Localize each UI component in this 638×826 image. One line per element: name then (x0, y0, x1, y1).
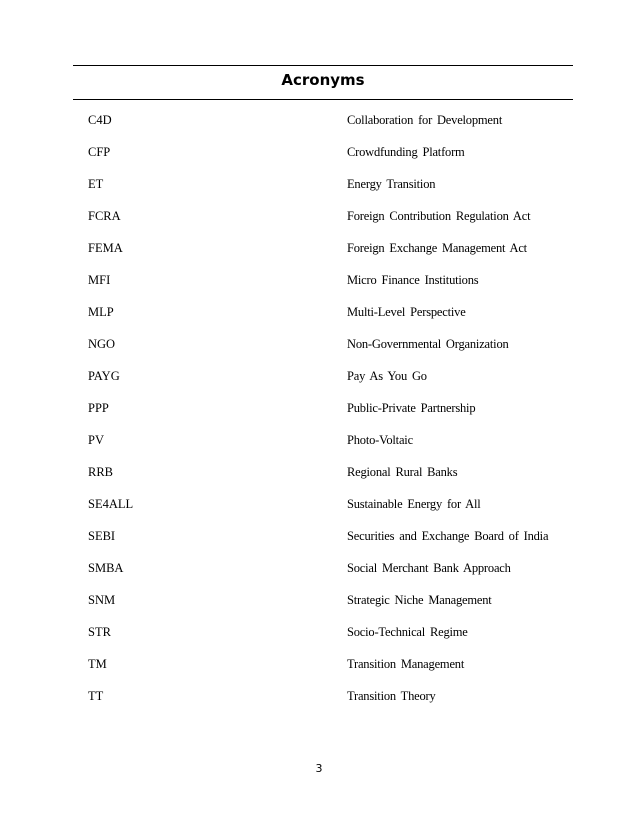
acronym-row (0, 143, 638, 175)
acronym-definition: Transition Management (347, 657, 465, 671)
title-top-rule (73, 65, 573, 66)
acronym-definition: Crowdfunding Platform (347, 145, 465, 159)
acronym-definition: Socio-Technical Regime (347, 625, 468, 639)
acronym-row (0, 207, 638, 239)
acronym-row (0, 111, 638, 143)
acronym-definition: Pay As You Go (347, 369, 427, 383)
acronym-term: ET (88, 177, 104, 191)
acronym-row (0, 175, 638, 207)
acronym-definition: Strategic Niche Management (347, 593, 492, 607)
acronym-row (0, 271, 638, 303)
acronym-term: C4D (88, 113, 112, 127)
acronym-row (0, 399, 638, 431)
acronym-row (0, 687, 638, 719)
acronym-definition: Securities and Exchange Board of India (347, 529, 549, 543)
acronym-term: FEMA (88, 241, 123, 255)
acronym-term: STR (88, 625, 111, 639)
acronym-term: PAYG (88, 369, 120, 383)
acronym-row (0, 623, 638, 655)
acronym-row (0, 495, 638, 527)
acronym-term: MFI (88, 273, 111, 287)
acronym-term: SEBI (88, 529, 116, 543)
acronym-definition: Non-Governmental Organization (347, 337, 509, 351)
acronym-term: TM (88, 657, 107, 671)
acronym-definition: Collaboration for Development (347, 113, 503, 127)
acronym-definition: Photo-Voltaic (347, 433, 413, 447)
acronym-row (0, 655, 638, 687)
acronym-row (0, 591, 638, 623)
acronym-row (0, 239, 638, 271)
acronym-row (0, 559, 638, 591)
acronym-term: NGO (88, 337, 116, 351)
acronym-definition: Sustainable Energy for All (347, 497, 481, 511)
page-number: 3 (315, 762, 323, 775)
acronym-term: FCRA (88, 209, 121, 223)
acronym-definition: Foreign Contribution Regulation Act (347, 209, 531, 223)
acronym-list (0, 111, 638, 719)
acronym-row (0, 431, 638, 463)
acronym-term: CFP (88, 145, 111, 159)
acronym-definition: Energy Transition (347, 177, 436, 191)
acronym-row (0, 367, 638, 399)
acronym-row (0, 527, 638, 559)
acronym-definition: Multi-Level Perspective (347, 305, 466, 319)
page-title: Acronyms (281, 71, 365, 89)
acronym-definition: Micro Finance Institutions (347, 273, 479, 287)
acronym-row (0, 463, 638, 495)
acronym-definition: Public-Private Partnership (347, 401, 476, 415)
acronym-definition: Regional Rural Banks (347, 465, 458, 479)
acronym-definition: Social Merchant Bank Approach (347, 561, 511, 575)
acronym-row (0, 303, 638, 335)
acronym-term: PV (88, 433, 104, 447)
acronym-definition: Transition Theory (347, 689, 436, 703)
acronym-term: SE4ALL (88, 497, 134, 511)
acronym-term: PPP (88, 401, 109, 415)
acronym-term: MLP (88, 305, 114, 319)
title-bottom-rule (73, 99, 573, 100)
acronym-row (0, 335, 638, 367)
acronym-term: RRB (88, 465, 114, 479)
acronym-term: TT (88, 689, 104, 703)
acronym-definition: Foreign Exchange Management Act (347, 241, 527, 255)
acronym-term: SMBA (88, 561, 124, 575)
acronym-term: SNM (88, 593, 116, 607)
